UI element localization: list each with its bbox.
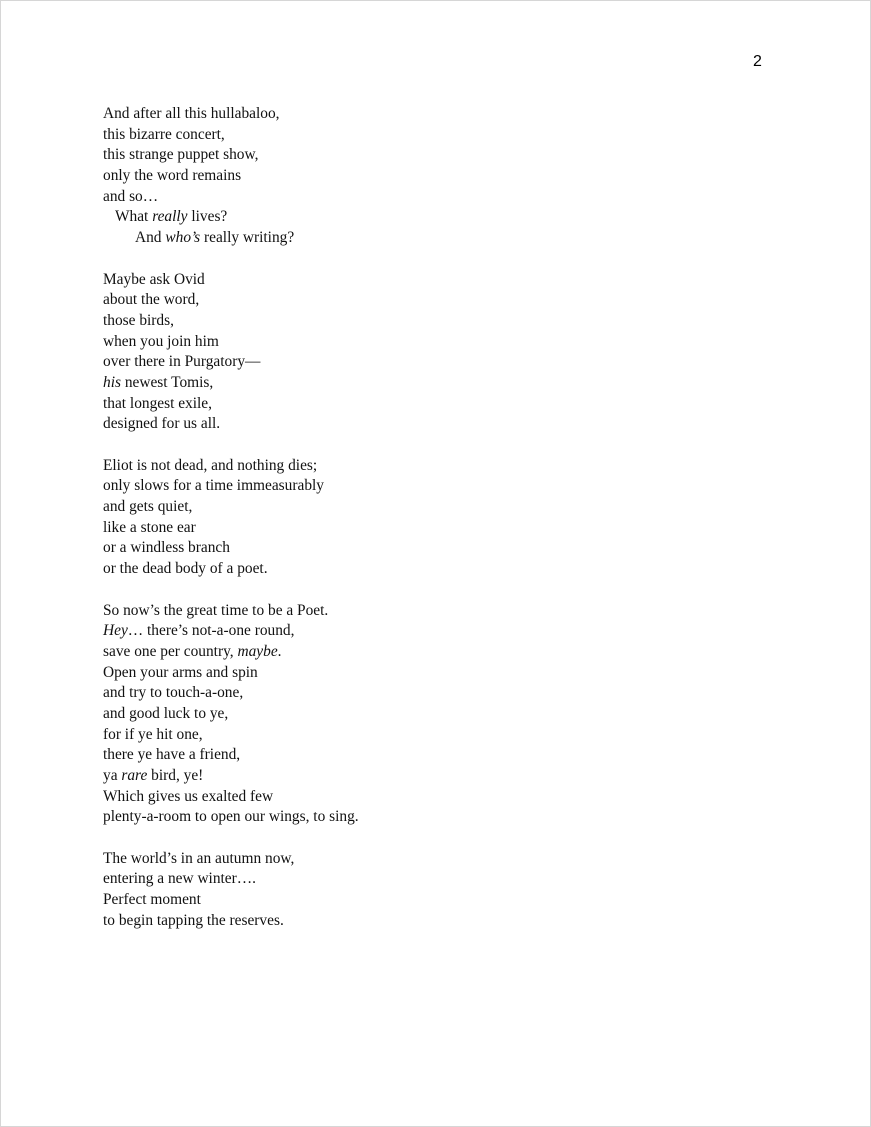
poem-line xyxy=(103,745,359,766)
poem-line xyxy=(103,373,359,394)
line-text: Perfect moment xyxy=(103,891,201,909)
italic-text: who’s xyxy=(165,229,201,247)
italic-text: his xyxy=(103,373,121,391)
stanza xyxy=(103,456,359,580)
italic-text: Hey xyxy=(103,622,128,640)
poem-line xyxy=(103,807,359,828)
poem-line xyxy=(103,621,359,642)
line-text: What xyxy=(115,208,153,226)
poem-line xyxy=(103,414,359,435)
line-text: And after all this hullabaloo, xyxy=(103,105,280,122)
line-text: to begin tapping the reserves. xyxy=(103,911,284,929)
line-text: bird, ye! xyxy=(147,767,204,784)
poem-body xyxy=(103,104,359,952)
line-text: this strange puppet show, xyxy=(103,146,259,164)
line-text: really writing? xyxy=(200,229,295,247)
poem-line xyxy=(103,228,359,249)
poem-line xyxy=(103,394,359,415)
line-text: and good luck to ye, xyxy=(103,704,229,722)
line-text: only slows for a time immeasurably xyxy=(103,477,324,495)
poem-line xyxy=(103,559,359,580)
line-text: lives? xyxy=(187,208,228,226)
poem-line xyxy=(103,601,359,622)
poem-line xyxy=(103,704,359,725)
line-text: And xyxy=(135,229,166,247)
line-text: . xyxy=(277,642,282,660)
poem-line xyxy=(103,663,359,684)
poem-line xyxy=(103,849,359,870)
italic-text: maybe xyxy=(237,642,278,660)
poem-line xyxy=(103,270,359,291)
line-text: there ye have a friend, xyxy=(103,746,241,764)
line-text: The world’s in an autumn now, xyxy=(103,849,295,867)
line-text: those birds, xyxy=(103,311,174,329)
line-text: So now’s the great time to be a Poet. xyxy=(103,601,329,619)
line-text: or a windless branch xyxy=(103,539,230,557)
italic-text: really xyxy=(152,208,188,226)
line-text: that longest exile, xyxy=(103,394,212,412)
poem-line xyxy=(103,104,359,125)
poem-line xyxy=(103,125,359,146)
poem-line xyxy=(103,476,359,497)
line-text: designed for us all. xyxy=(103,415,221,433)
line-text: and gets quiet, xyxy=(103,498,193,516)
italic-text: rare xyxy=(121,767,148,784)
line-text: when you join him xyxy=(103,332,219,350)
stanza xyxy=(103,601,359,829)
line-text: Which gives us exalted few xyxy=(103,787,274,805)
poem-line xyxy=(103,725,359,746)
line-text: ya xyxy=(103,767,122,784)
line-text: for if ye hit one, xyxy=(103,725,203,743)
line-text: and try to touch-a-one, xyxy=(103,684,244,702)
line-text: Maybe ask Ovid xyxy=(103,270,205,288)
line-text: or the dead body of a poet. xyxy=(103,560,268,578)
stanza xyxy=(103,849,359,932)
poem-line xyxy=(103,869,359,890)
line-text: and so… xyxy=(103,187,159,205)
poem-line xyxy=(103,311,359,332)
line-text: save one per country, xyxy=(103,642,238,660)
poem-line xyxy=(103,352,359,373)
poem-line xyxy=(103,497,359,518)
poem-line xyxy=(103,166,359,187)
line-text: newest Tomis, xyxy=(120,373,214,391)
line-text: Open your arms and spin xyxy=(103,663,258,681)
line-text: Eliot is not dead, and nothing dies; xyxy=(103,456,318,474)
line-text: only the word remains xyxy=(103,167,242,185)
poem-line xyxy=(103,518,359,539)
line-text: this bizarre concert, xyxy=(103,125,225,143)
poem-line xyxy=(103,290,359,311)
line-text: over there in Purgatory— xyxy=(103,353,261,371)
line-text: about the word, xyxy=(103,291,200,309)
poem-line xyxy=(103,911,359,932)
stanza xyxy=(103,270,359,436)
line-text: plenty-a-room to open our wings, to sing. xyxy=(103,808,359,826)
poem-line xyxy=(103,207,359,228)
poem-line xyxy=(103,538,359,559)
poem-line xyxy=(103,642,359,663)
poem-line xyxy=(103,787,359,808)
stanza xyxy=(103,104,359,249)
poem-line xyxy=(103,456,359,477)
page-number: 2 xyxy=(753,53,762,70)
line-text: entering a new winter…. xyxy=(103,870,256,888)
poem-line xyxy=(103,187,359,208)
line-text: … there’s not-a-one round, xyxy=(127,622,295,640)
poem-line xyxy=(103,766,359,787)
poem-line xyxy=(103,332,359,353)
poem-line xyxy=(103,683,359,704)
poem-line xyxy=(103,145,359,166)
poem-line xyxy=(103,890,359,911)
line-text: like a stone ear xyxy=(103,518,196,536)
